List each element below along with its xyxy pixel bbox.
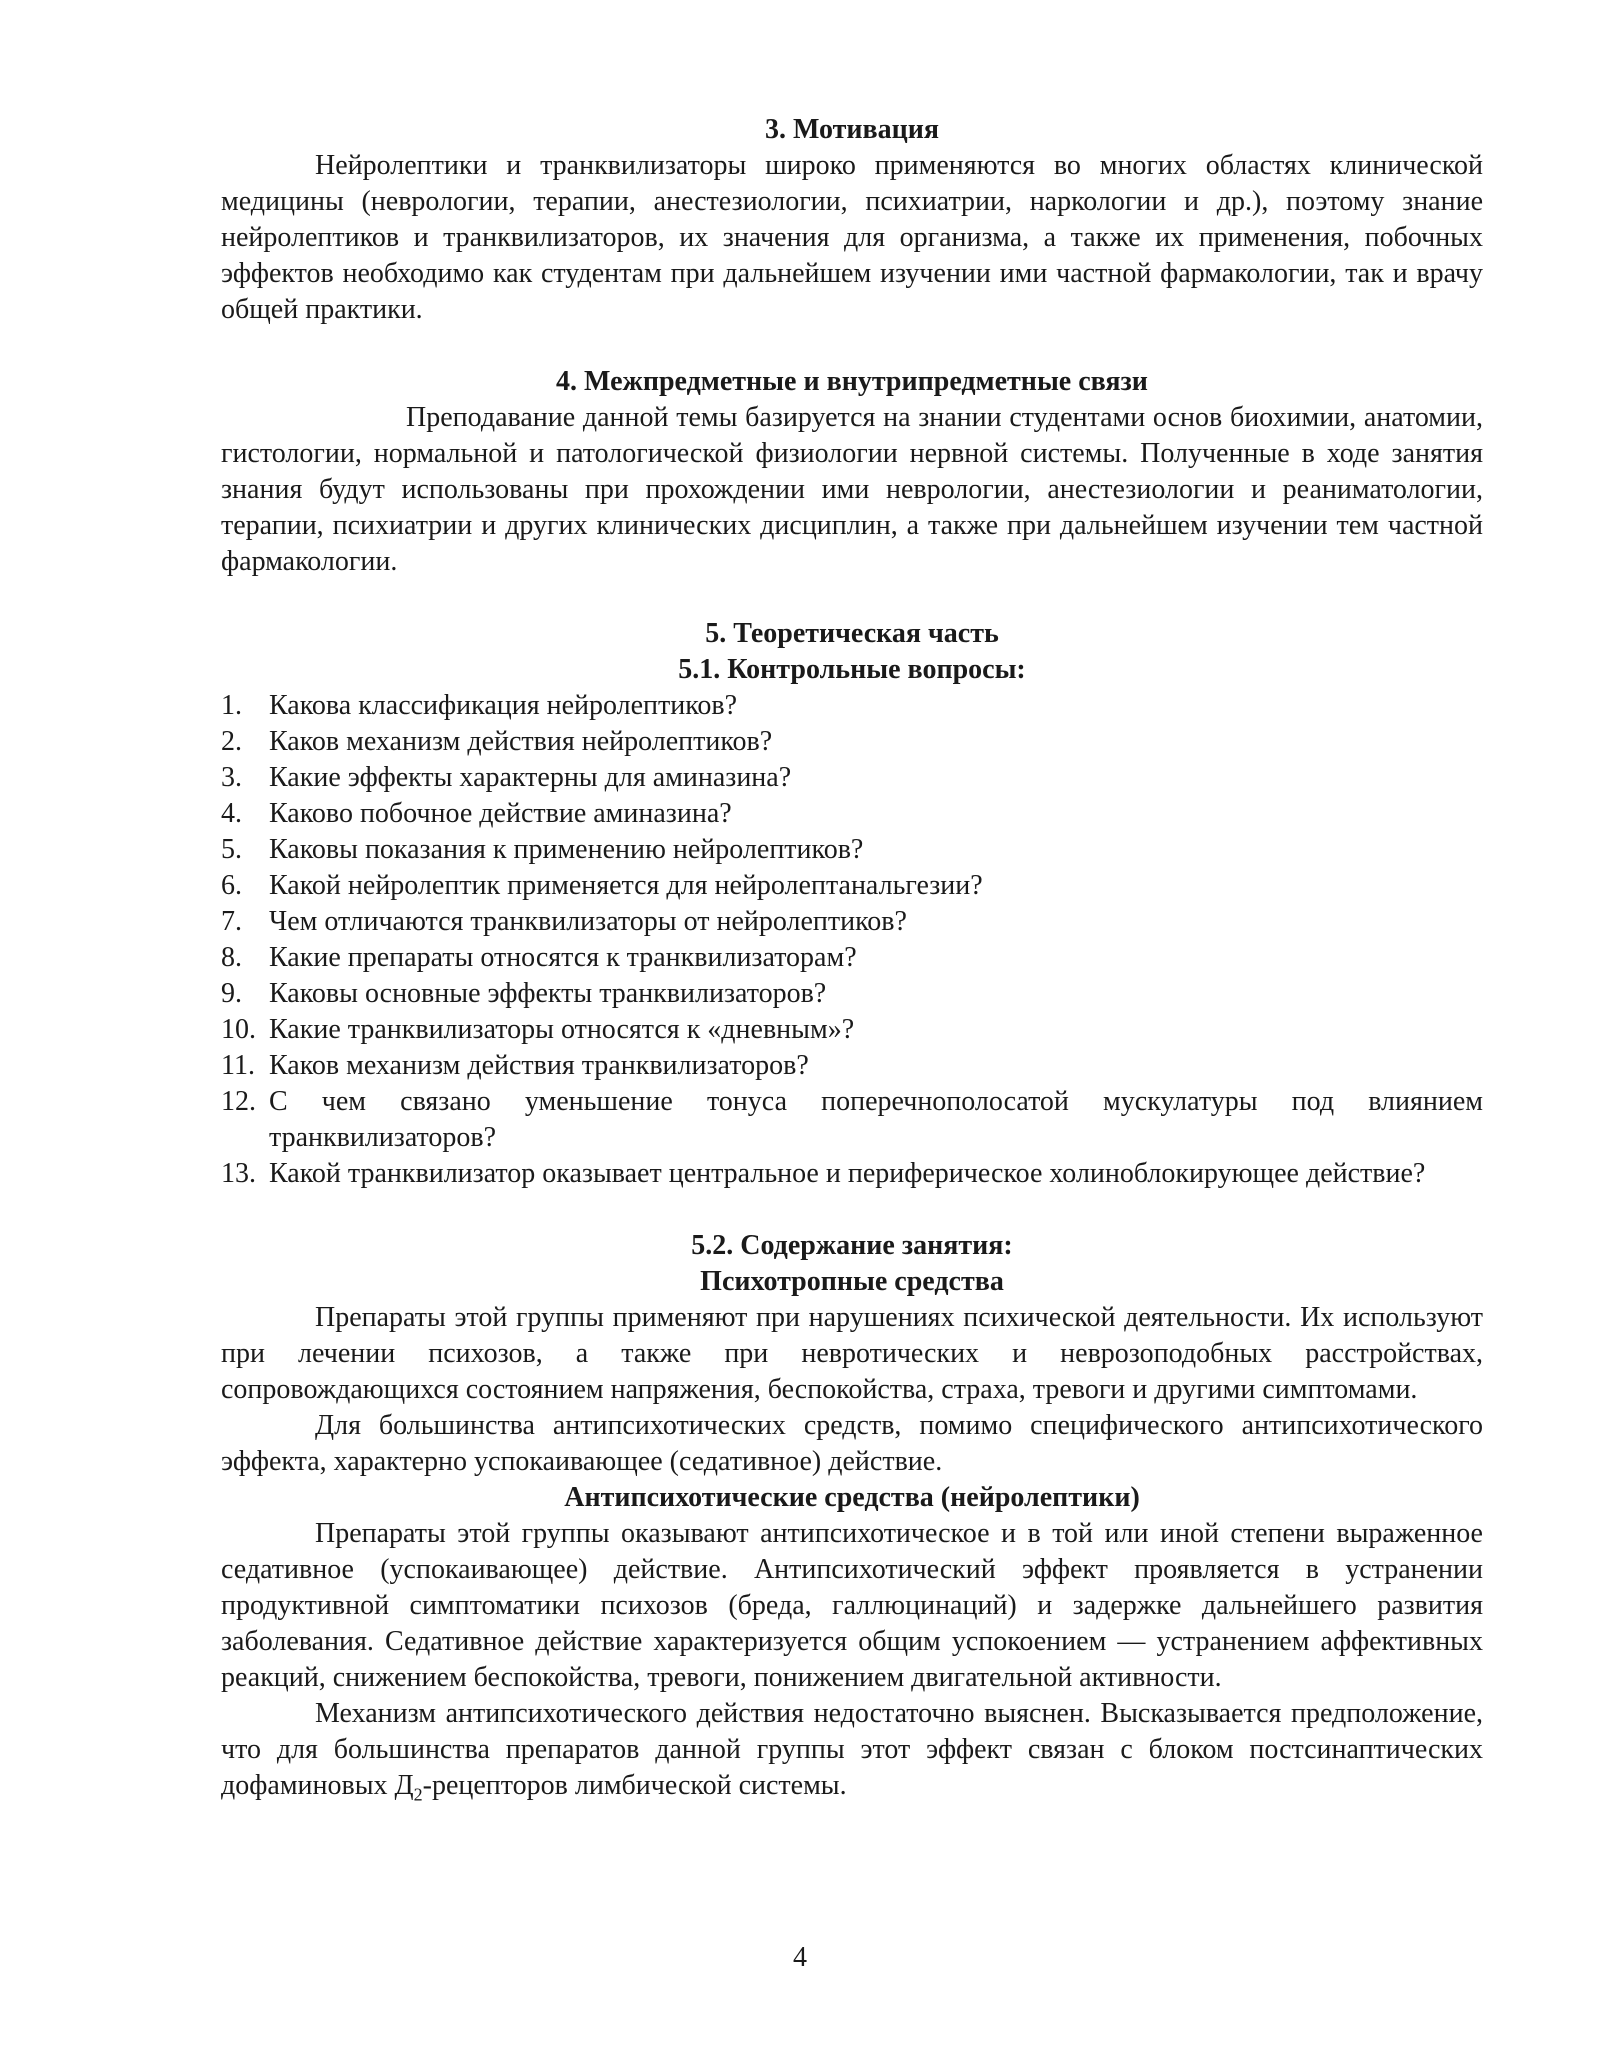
questions-list bbox=[221, 688, 1483, 1192]
paragraph-content-2: Для большинства антипсихотических средств, помимо специфического антипсихотического эффекта, характерно успокаивающее (седативное) действие. bbox=[221, 1410, 1483, 1477]
list-item: 3. Какие эффекты характерны для аминазина? bbox=[221, 762, 792, 793]
section-title-links: 4. Межпредметные и внутрипредметные связи bbox=[556, 366, 1148, 397]
list-item: 8. Какие препараты относятся к транквилизаторам? bbox=[221, 942, 857, 973]
paragraph-content-4: Механизм антипсихотического действия недостаточно выяснен. Высказывается предположение, что для большинства препаратов данной группы этот эффект связан с блоком постсинаптических дофаминовых $Д_2$-рецепторов лимбической системы. bbox=[221, 1698, 1483, 1805]
section-title-theory: 5. Теоретическая часть bbox=[705, 618, 999, 649]
list-item: 11. Каков механизм действия транквилизаторов? bbox=[221, 1050, 809, 1081]
list-item: 13. Какой транквилизатор оказывает центральное и периферическое холиноблокирующее действие? bbox=[221, 1158, 1426, 1189]
list-item: 4. Каково побочное действие аминазина? bbox=[221, 798, 732, 829]
subtitle-psychotropic: Психотропные средства bbox=[700, 1266, 1004, 1297]
list-item: 9. Каковы основные эффекты транквилизаторов? bbox=[221, 978, 827, 1009]
list-item: 2. Каков механизм действия нейролептиков? bbox=[221, 726, 773, 757]
paragraph-links: Преподавание данной темы базируется на знании студентами основ биохимии, анатомии, гистологии, нормальной и патологической физиологии нервной системы. Полученные в ходе занятия знания будут использованы при прохождении ими неврологии, анестезиологии и реаниматологии, терапии, психиатрии и других клинических дисциплин, а также при дальнейшем изучении тем частной фармакологии. bbox=[221, 402, 1483, 577]
list-item: 7. Чем отличаются транквилизаторы от нейролептиков? bbox=[221, 906, 907, 937]
paragraph-content-3: Препараты этой группы оказывают антипсихотическое и в той или иной степени выраженное седативное (успокаивающее) действие. Антипсихотический эффект проявляется в устранении продуктивной симптоматики психозов (бреда, галлюцинаций) и задержке дальнейшего развития заболевания. Седативное действие характеризуется общим успокоением — устранением аффективных реакций, снижением беспокойства, тревоги, понижением двигательной активности. bbox=[221, 1518, 1483, 1693]
paragraph-content-1: Препараты этой группы применяют при нарушениях психической деятельности. Их используют при лечении психозов, а также при невротических и неврозоподобных расстройствах, сопровождающихся состоянием напряжения, беспокойства, страха, тревоги и другими симптомами. bbox=[221, 1302, 1483, 1405]
subscript-2: 2 bbox=[413, 1784, 423, 1805]
list-item: 10. Какие транквилизаторы относятся к «дневным»? bbox=[221, 1014, 855, 1045]
section-title-motivation: 3. Мотивация bbox=[764, 114, 940, 145]
paragraph-motivation: Нейролептики и транквилизаторы широко применяются во многих областях клинической медицины (неврологии, терапии, анестезиологии, психиатрии, наркологии и др.), поэтому знание нейролептиков и транквилизаторов, их значения для организма, а также их применения, побочных эффектов необходимо как студентам при дальнейшем изучении ими частной фармакологии, так и врачу общей практики. bbox=[221, 150, 1483, 325]
list-item: 12. С чем связано уменьшение тонуса поперечнополосатой мускулатуры под влиянием транквилизаторов? bbox=[221, 1086, 1483, 1153]
document-page bbox=[221, 112, 1483, 1804]
page-number: 4 bbox=[793, 1942, 807, 1973]
section-title-content: 5.2. Содержание занятия: bbox=[691, 1230, 1013, 1261]
list-item: 6. Какой нейролептик применяется для нейролептанальгезии? bbox=[221, 870, 983, 901]
subtitle-antipsychotic: Антипсихотические средства (нейролептики) bbox=[564, 1482, 1140, 1513]
list-item: 1. Какова классификация нейролептиков? bbox=[221, 690, 738, 721]
list-item: 5. Каковы показания к применению нейролептиков? bbox=[221, 834, 864, 865]
section-title-questions: 5.1. Контрольные вопросы: bbox=[678, 654, 1026, 685]
